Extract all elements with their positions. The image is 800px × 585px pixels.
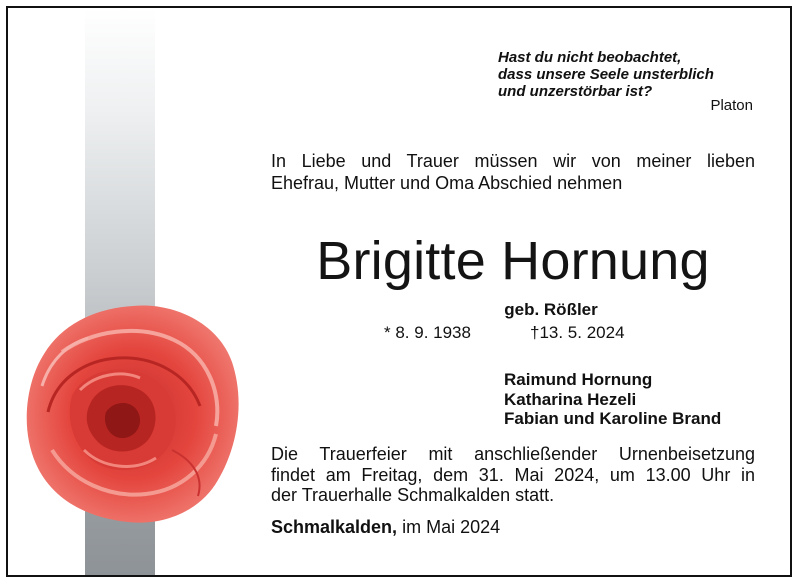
mourner-name: Katharina Hezeli bbox=[504, 389, 637, 409]
mourner-name: Raimund Hornung bbox=[504, 370, 653, 389]
quote-line: dass unsere Seele unsterblich bbox=[498, 66, 714, 83]
epigraph-quote bbox=[498, 49, 756, 100]
quote-line: Hast du nicht beobachtet, bbox=[498, 49, 682, 66]
mourner-name: Fabian und Karoline Brand bbox=[504, 409, 722, 428]
quote-author: Platon bbox=[710, 97, 753, 114]
intro-line: In Liebe und Trauer müssen wir von meiner lieben bbox=[271, 151, 755, 171]
birth-date: * 8. 9. 1938 bbox=[384, 323, 471, 342]
maiden-name-text: geb. Rößler bbox=[504, 300, 598, 319]
funeral-notice bbox=[271, 444, 755, 506]
deceased-name: Brigitte Hornung bbox=[316, 231, 710, 291]
place-and-date bbox=[271, 517, 671, 537]
funeral-line: Die Trauerfeier mit anschließender Urnenbeisetzung bbox=[271, 444, 755, 464]
funeral-line: der Trauerhalle Schmalkalden statt. bbox=[271, 485, 555, 505]
intro-line: Ehefrau, Mutter und Oma Abschied nehmen bbox=[271, 173, 623, 193]
maiden-name bbox=[271, 300, 800, 320]
mourners-list bbox=[504, 370, 764, 429]
place-name: Schmalkalden, bbox=[271, 517, 398, 537]
death-date: †13. 5. 2024 bbox=[530, 323, 625, 342]
notice-date: im Mai 2024 bbox=[402, 517, 501, 537]
quote-line: und unzerstörbar ist? bbox=[498, 83, 653, 100]
funeral-line: findet am Freitag, dem 31. Mai 2024, um 13.00 Uhr in bbox=[271, 464, 755, 485]
intro-text bbox=[271, 150, 755, 194]
